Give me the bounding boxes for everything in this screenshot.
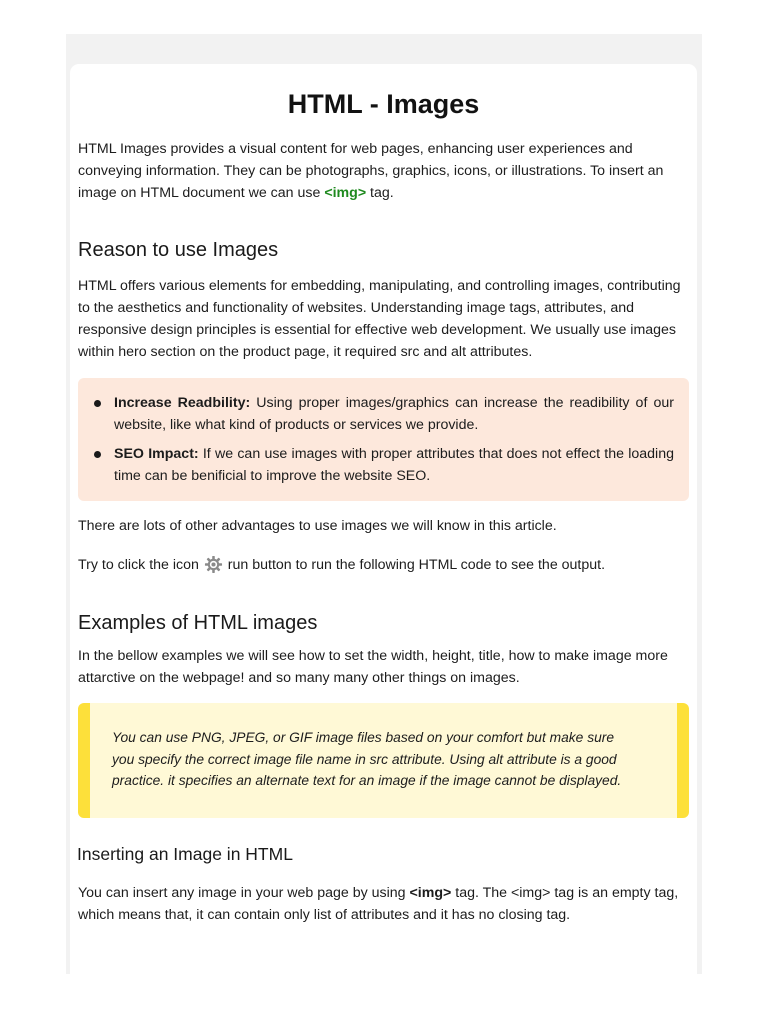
article [78, 78, 689, 926]
subsection-heading-inserting: Inserting an Image in HTML [77, 843, 293, 864]
inserting-text-before: You can insert any image in your web page by using [78, 884, 410, 901]
gear-icon[interactable] [204, 555, 223, 574]
reason-paragraph: HTML offers various elements for embedding, manipulating, and controlling images, contributing to the aesthetics and functionality of websites. Understanding image tags, attributes, and responsive design principles is essential for effective web development. We usually use images within hero section on the product page, it required src and alt attributes. [78, 278, 681, 360]
try-text-before: Try to click the icon [78, 557, 203, 573]
list-item [94, 443, 674, 487]
bullet-icon [94, 400, 101, 407]
list-item-label: Increase Readbility: [114, 395, 251, 411]
section-heading-reason: Reason to use Images [78, 239, 279, 261]
img-tag-bold: <img> [409, 884, 452, 901]
intro-paragraph [78, 138, 689, 204]
inserting-paragraph [78, 882, 689, 926]
list-item-text: If we can use images with proper attributes that does not effect the loading time can be benificial to improve the website SEO. [114, 446, 674, 484]
list-item-label: SEO Impact: [114, 446, 199, 462]
note-text: You can use PNG, JPEG, or GIF image files based on your comfort but make sure you specify the correct image file name in src attribute. Using alt attribute is a good practice. it specifies an alternate text for an image if the image cannot be displayed. [112, 730, 622, 788]
list-item-text: Using proper images/graphics can increase the readibility of our website, like what kind of products or services we provide. [114, 395, 674, 433]
inserting-text-after: tag. The <img> tag is an empty tag, which means that, it can contain only list of attributes and it has no closing tag. [78, 884, 679, 923]
page-title: HTML - Images [287, 89, 480, 119]
examples-paragraph: In the bellow examples we will see how to set the width, height, title, how to make image more attarctive on the webpage! and so many many other things on images. [78, 648, 668, 686]
intro-text-after: tag. [366, 185, 394, 201]
bullet-icon [94, 451, 101, 458]
reason-feature-box [78, 378, 689, 501]
try-paragraph [78, 554, 689, 576]
intro-text-before: HTML Images provides a visual content for web pages, enhancing user experiences and conveying information. They can be photographs, graphics, icons, or illustrations. To insert an image on HTML document we can use [78, 141, 664, 201]
try-text-after: run button to run the following HTML code to see the output. [223, 557, 606, 573]
note-callout [78, 703, 689, 818]
img-tag-highlight: <img> [324, 185, 367, 201]
advantages-paragraph: There are lots of other advantages to use images we will know in this article. [78, 518, 557, 534]
reason-list [94, 392, 674, 487]
list-item [94, 392, 674, 436]
section-heading-examples: Examples of HTML images [78, 612, 318, 634]
